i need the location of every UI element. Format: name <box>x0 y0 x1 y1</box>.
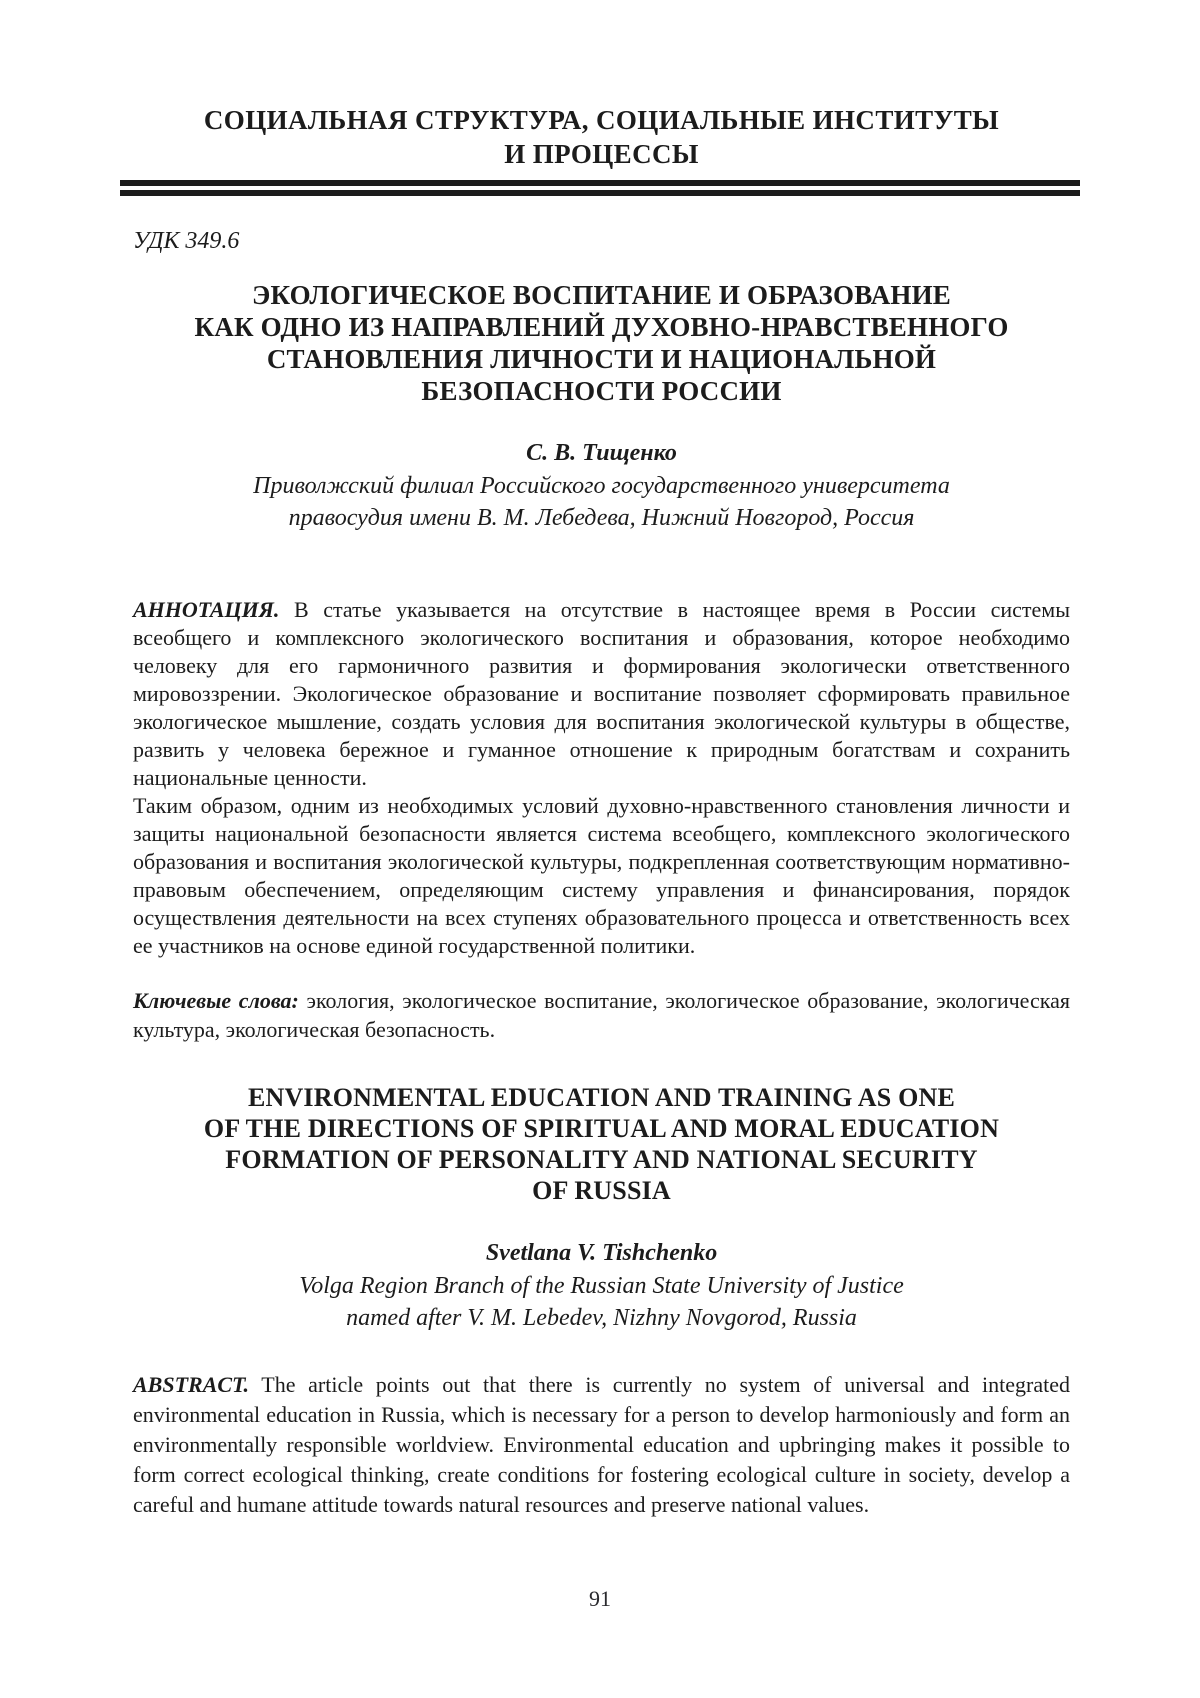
double-rule-bottom-bar <box>120 190 1080 196</box>
abstract-russian-label: АННОТАЦИЯ. <box>133 597 280 622</box>
abstract-english <box>133 1370 1070 1520</box>
article-title-russian: ЭКОЛОГИЧЕСКОЕ ВОСПИТАНИЕ И ОБРАЗОВАНИЕ КАК ОДНО ИЗ НАПРАВЛЕНИЙ ДУХОВНО-НРАВСТВЕННОГО СТАНОВЛЕНИЯ ЛИЧНОСТИ И НАЦИОНАЛЬНОЙ БЕЗОПАСНОСТИ РОССИИ <box>194 280 1009 406</box>
abstract-english-text: The article points out that there is currently no system of universal and integrated environmental education in Russia, which is necessary for a person to develop harmoniously and form an environmentally responsible worldview. Environmental education and upbringing makes it possible to form correct ecological thinking, create conditions for fostering ecological culture in society, develop a careful and humane attitude towards natural resources and preserve national values. <box>133 1372 1070 1517</box>
abstract-english-label: ABSTRACT. <box>133 1372 249 1397</box>
keywords-russian <box>133 986 1070 1044</box>
article-title-english: ENVIRONMENTAL EDUCATION AND TRAINING AS ONE OF THE DIRECTIONS OF SPIRITUAL AND MORAL EDUCATION FORMATION OF PERSONALITY AND NATIONAL SECURITY OF RUSSIA <box>203 1083 1000 1205</box>
keywords-russian-text: экология, экологическое воспитание, экологическое образование, экологическая культура, экологическая безопасность. <box>133 988 1070 1042</box>
page-number: 91 <box>589 1586 611 1611</box>
abstract-russian <box>133 596 1070 960</box>
author-name-russian: С. В. Тищенко <box>526 440 677 466</box>
author-name-english: Svetlana V. Tishchenko <box>485 1240 718 1266</box>
author-affiliation-russian: Приволжский филиал Российского государственного университета правосудия имени В. М. Лебедева, Нижний Новгород, Россия <box>253 473 950 531</box>
abstract-russian-text-1: В статье указывается на отсутствие в настоящее время в России системы всеобщего и комплексного экологического воспитания и образования, которое необходимо человеку для его гармоничного развития и формирования экологически ответственного мировоззрении. Экологическое образование и воспитание позволяет сформировать правильное экологическое мышление, создать условия для воспитания экологической культуры в обществе, развить у человека бережное и гуманное отношение к природным богатствам и сохранить национальные ценности. <box>133 597 1071 790</box>
abstract-russian-paragraph-2: Таким образом, одним из необходимых условий духовно-нравственного становления личности и защиты национальной безопасности является система всеобщего, комплексного экологического образования и воспитания экологической культуры, подкрепленная соответствующим нормативно-правовым обеспечением, определяющим систему управления и финансирования, порядок осуществления деятельности на всех ступенях образовательного процесса и ответственность всех ее участников на основе единой государственной политики. <box>133 793 1070 958</box>
udc-code: УДК 349.6 <box>133 228 240 254</box>
author-affiliation-english: Volga Region Branch of the Russian State University of Justice named after V. M. Lebedev, Nizhny Novgorod, Russia <box>299 1273 904 1331</box>
double-rule <box>120 180 1080 196</box>
section-header: СОЦИАЛЬНАЯ СТРУКТУРА, СОЦИАЛЬНЫЕ ИНСТИТУТЫ И ПРОЦЕССЫ <box>203 105 1000 169</box>
abstract-russian-paragraph-1 <box>133 596 1070 792</box>
keywords-russian-label: Ключевые слова: <box>133 988 299 1013</box>
